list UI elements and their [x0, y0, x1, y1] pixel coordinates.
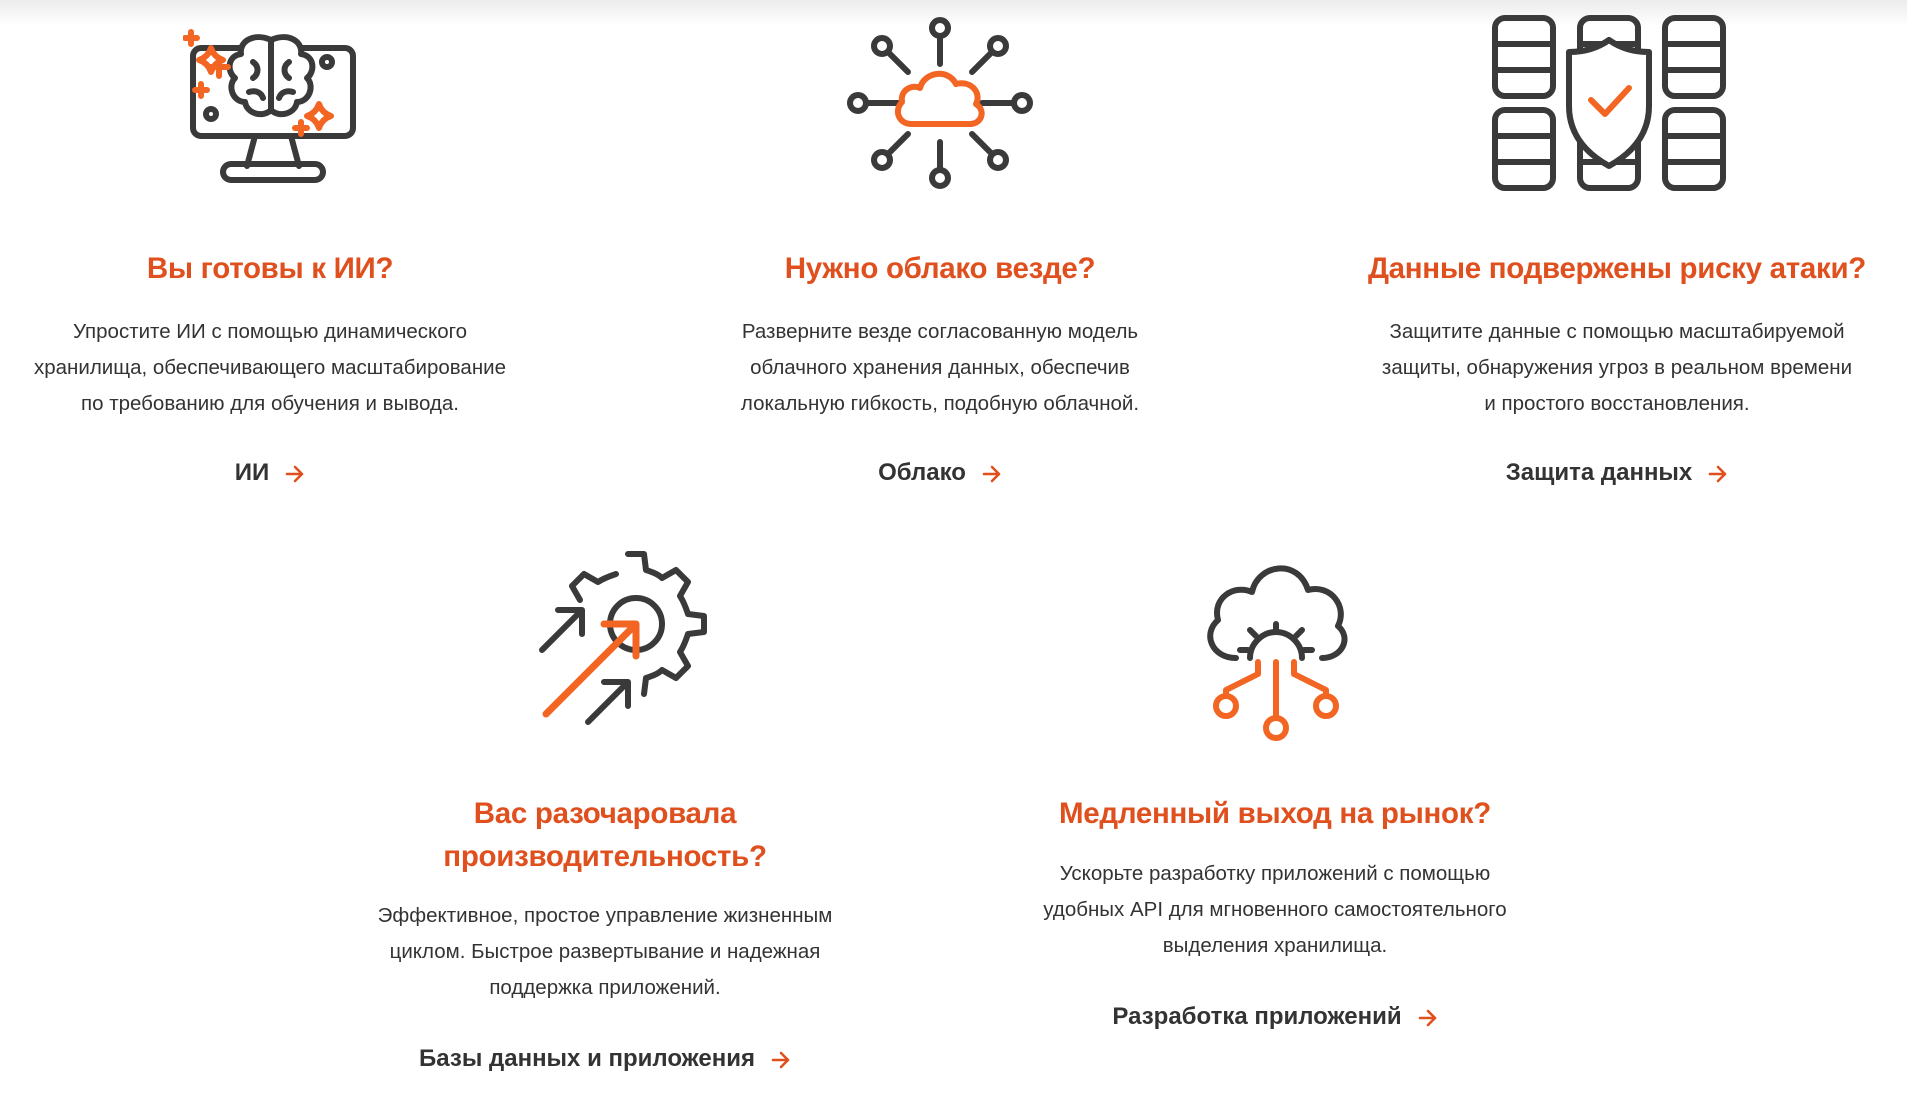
link-label: Облако	[878, 459, 966, 486]
card-title-line: производительность?	[443, 840, 767, 873]
arrow-right-icon	[285, 461, 305, 491]
card-description-line: Эффективное, простое управление жизненным	[377, 904, 833, 927]
cloud-network-icon	[846, 14, 1034, 192]
arrow-right-icon	[1708, 461, 1728, 491]
cloud-link[interactable]	[680, 458, 1200, 491]
card-description-line: циклом. Быстрое развертывание и надежная	[389, 940, 821, 963]
card-description-line: по требованию для обучения и вывода.	[81, 392, 459, 415]
card-title: Медленный выход на рынок?	[1059, 797, 1491, 830]
card-description	[1327, 314, 1907, 422]
card-title	[340, 792, 870, 878]
card-title: Данные подвержены риску атаки?	[1367, 252, 1867, 285]
card-description	[0, 314, 540, 422]
cloud-gear-circuit-icon	[1196, 550, 1356, 750]
databases-and-apps-link[interactable]	[340, 1044, 870, 1077]
card-description-line: Защитите данные с помощью масштабируемой	[1389, 320, 1845, 343]
arrow-right-icon	[771, 1047, 791, 1077]
link-label: Базы данных и приложения	[419, 1045, 755, 1072]
card-description-line: локальную гибкость, подобную облачной.	[740, 392, 1140, 415]
card-description	[340, 898, 870, 1006]
database-shield-icon	[1491, 14, 1727, 192]
arrow-right-icon	[982, 461, 1002, 491]
feature-card-data-protection	[1327, 0, 1907, 500]
card-title: Вы готовы к ИИ?	[146, 252, 394, 285]
ai-link[interactable]	[0, 458, 540, 491]
feature-card-app-development	[1000, 540, 1550, 1060]
data-protection-link[interactable]	[1327, 458, 1907, 491]
card-description-line: и простого восстановления.	[1484, 392, 1750, 415]
card-description	[1000, 856, 1550, 964]
gear-arrows-icon	[518, 550, 710, 730]
card-description-line: выделения хранилища.	[1162, 934, 1388, 957]
card-description	[680, 314, 1200, 422]
card-title: Нужно облако везде?	[784, 252, 1096, 285]
feature-card-cloud	[680, 0, 1200, 500]
card-description-line: поддержка приложений.	[489, 976, 721, 999]
feature-card-ai	[0, 0, 540, 500]
card-description-line: защиты, обнаружения угроз в реальном времени	[1381, 356, 1853, 379]
card-description-line: Разверните везде согласованную модель	[741, 320, 1139, 343]
card-title-line: Вас разочаровала	[473, 797, 737, 830]
link-label: ИИ	[234, 459, 270, 486]
card-description-line: Ускорьте разработку приложений с помощью	[1059, 862, 1491, 885]
card-description-line: облачного хранения данных, обеспечив	[750, 356, 1130, 379]
feature-card-performance	[340, 540, 870, 1100]
link-label: Разработка приложений	[1112, 1003, 1402, 1030]
ai-brain-monitor-icon	[183, 18, 361, 190]
link-label: Защита данных	[1505, 459, 1693, 486]
card-description-line: удобных API для мгновенного самостоятельного	[1043, 898, 1507, 921]
arrow-right-icon	[1418, 1005, 1438, 1035]
card-description-line: хранилища, обеспечивающего масштабирование	[34, 356, 506, 379]
app-development-link[interactable]	[1000, 1002, 1550, 1035]
card-description-line: Упростите ИИ с помощью динамического	[72, 320, 468, 343]
